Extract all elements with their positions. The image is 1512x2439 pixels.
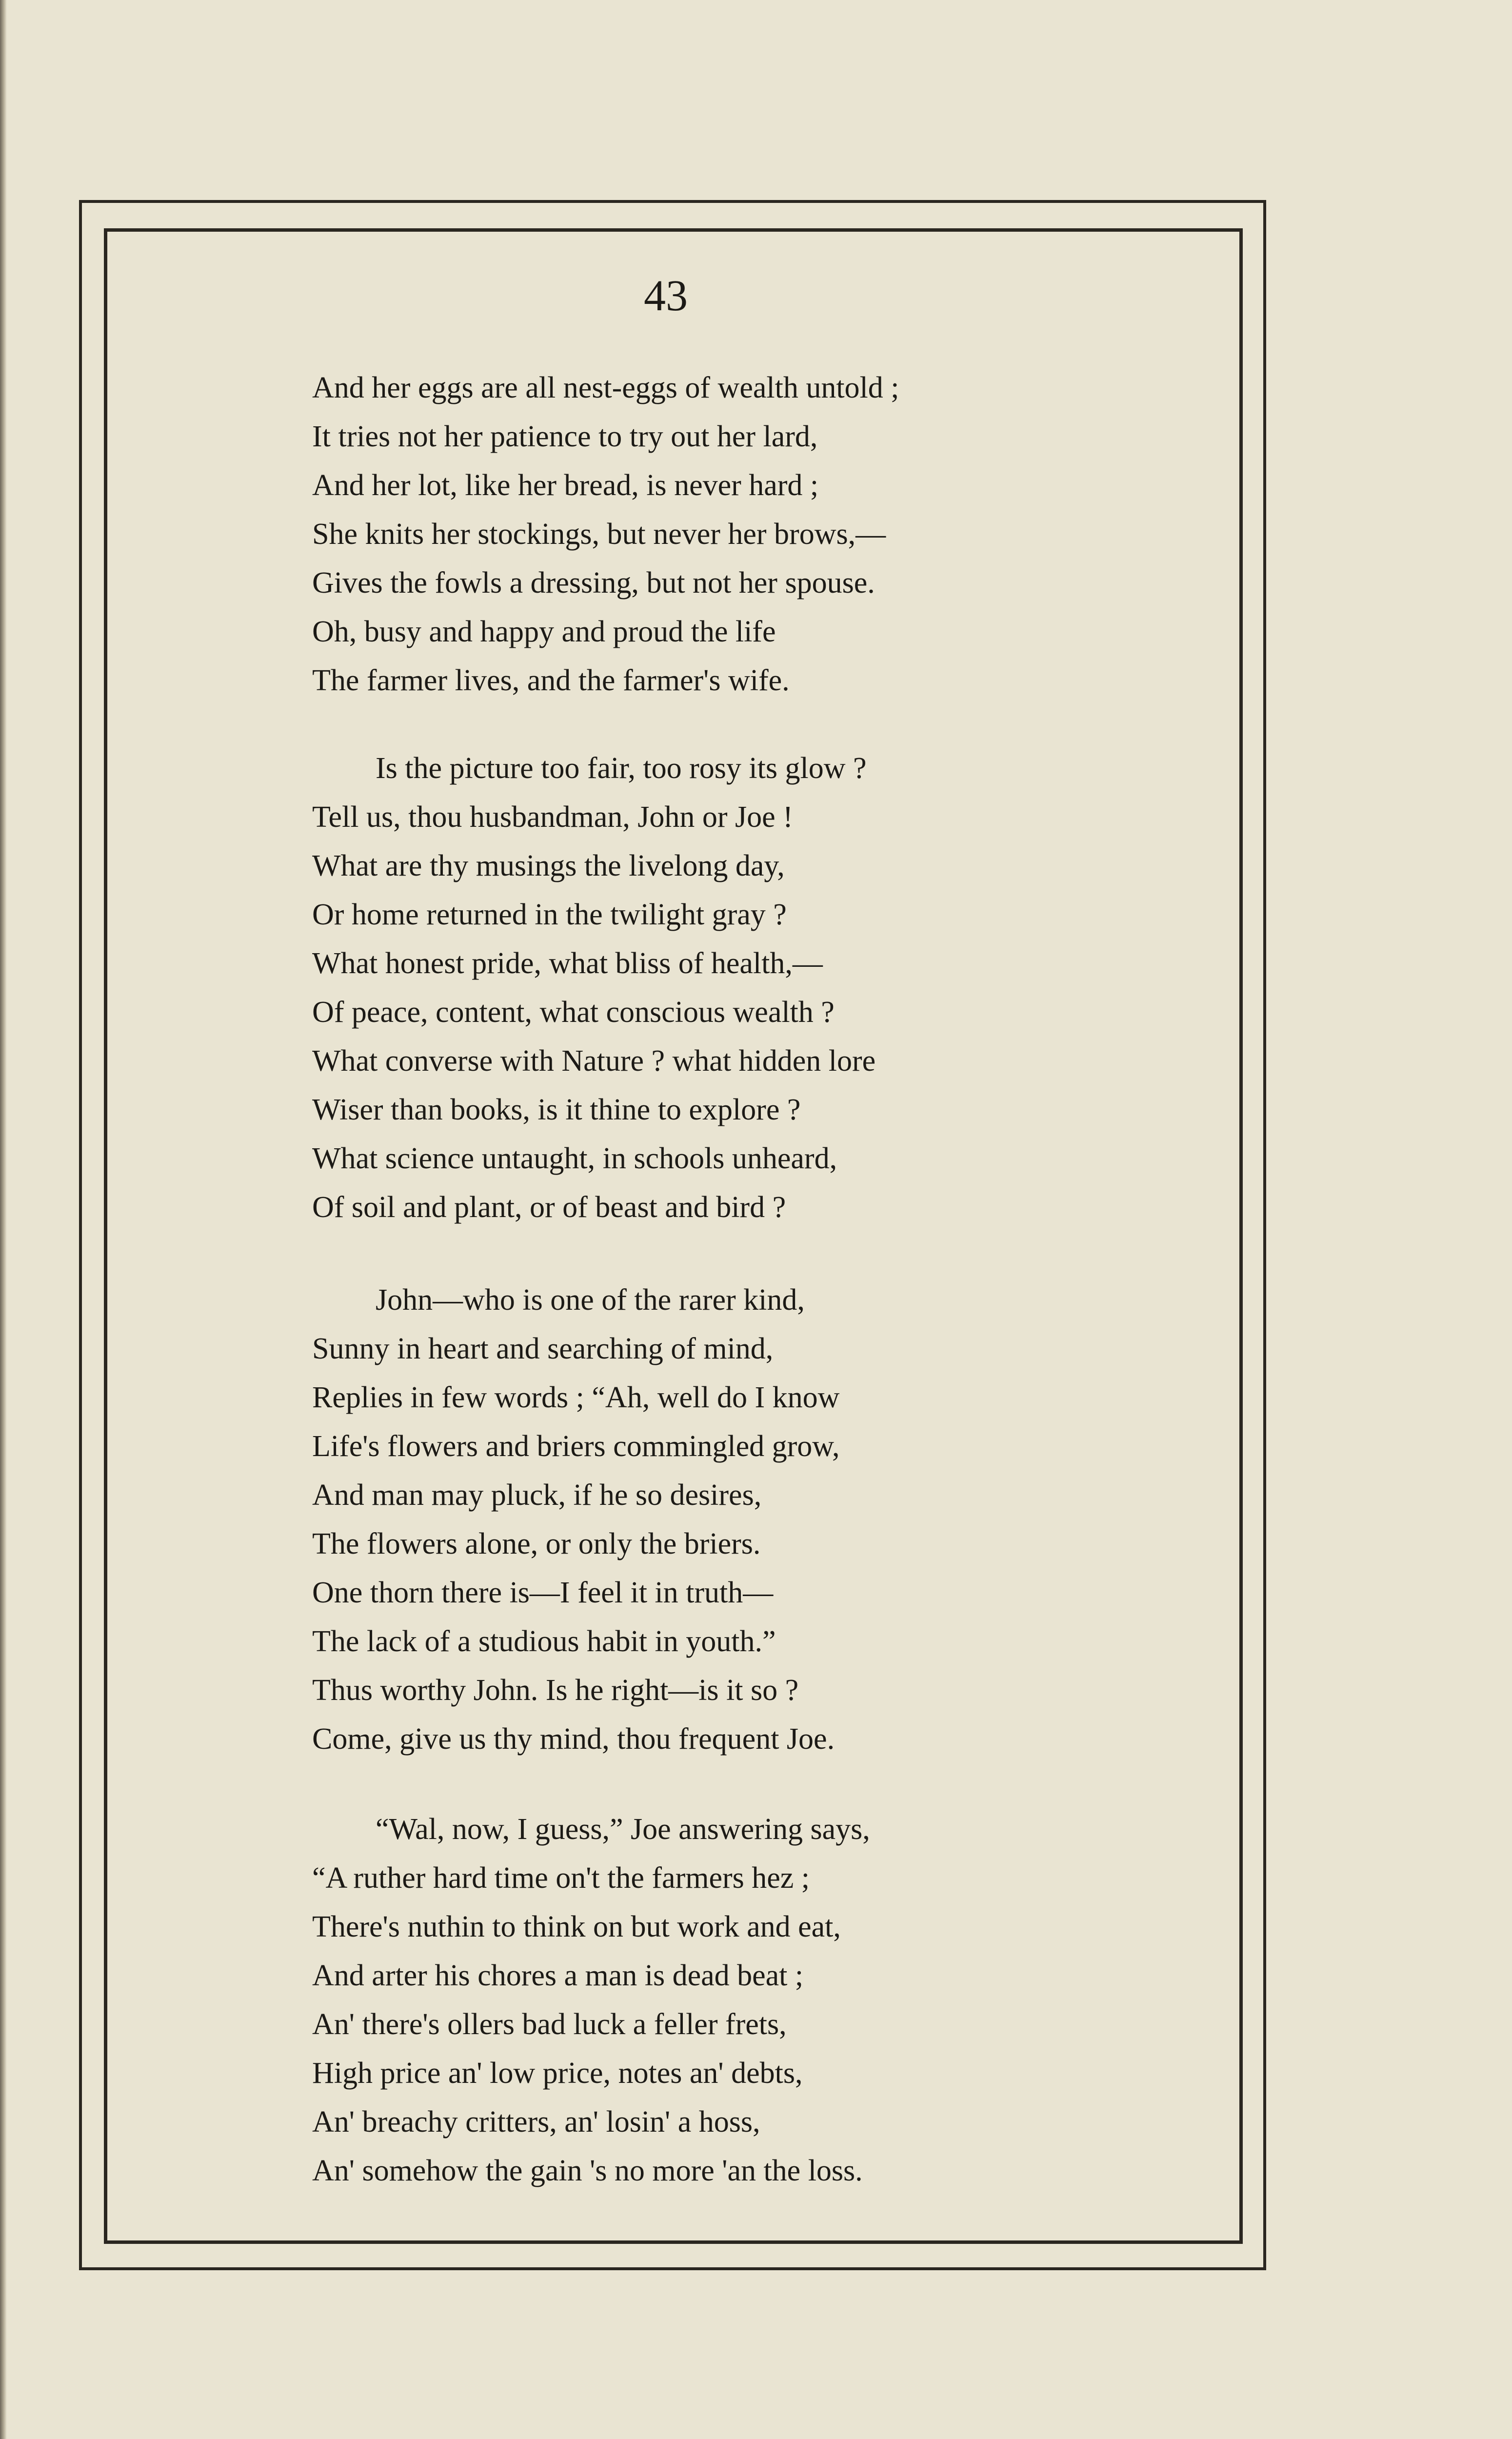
poem-line: Tell us, thou husbandman, John or Joe ! — [312, 800, 793, 834]
poem-line: “Wal, now, I guess,” Joe answering says, — [376, 1813, 870, 1846]
poem-line: Oh, busy and happy and proud the life — [312, 615, 776, 648]
poem-line: She knits her stockings, but never her brows,— — [312, 518, 886, 551]
poem-line: Is the picture too fair, too rosy its glow ? — [376, 752, 867, 785]
poem-line: Come, give us thy mind, thou frequent Joe. — [312, 1722, 835, 1756]
poem-line: What science untaught, in schools unheard, — [312, 1142, 837, 1175]
page-number: 43 — [644, 272, 688, 320]
poem-line: Life's flowers and briers commingled grow, — [312, 1430, 840, 1463]
poem-line: The flowers alone, or only the briers. — [312, 1527, 761, 1560]
poem-line: Wiser than books, is it thine to explore ? — [312, 1093, 801, 1126]
poem-line: John—who is one of the rarer kind, — [376, 1283, 805, 1317]
poem-line: Replies in few words ; “Ah, well do I know — [312, 1381, 840, 1414]
stanza-1 — [312, 363, 1073, 705]
poem-line: And her lot, like her bread, is never hard ; — [312, 469, 819, 502]
poem-line: And her eggs are all nest-eggs of wealth untold ; — [312, 371, 899, 404]
poem-line: “A ruther hard time on't the farmers hez ; — [312, 1861, 810, 1895]
poem-line: The lack of a studious habit in youth.” — [312, 1625, 776, 1658]
poem-line: It tries not her patience to try out her lard, — [312, 420, 818, 453]
poem-line: What converse with Nature ? what hidden lore — [312, 1044, 876, 1078]
poem-line: High price an' low price, notes an' debts, — [312, 2057, 803, 2090]
poem-line: Or home returned in the twilight gray ? — [312, 898, 787, 931]
poem-line: Of soil and plant, or of beast and bird ? — [312, 1191, 786, 1224]
poem-line: And arter his chores a man is dead beat ; — [312, 1959, 804, 1992]
poem-line: The farmer lives, and the farmer's wife. — [312, 664, 790, 697]
poem-line: An' somehow the gain 's no more 'an the loss. — [312, 2154, 863, 2187]
poem-line: There's nuthin to think on but work and eat, — [312, 1910, 841, 1943]
poem-line: Gives the fowls a dressing, but not her spouse. — [312, 566, 875, 600]
poem-line: An' there's ollers bad luck a feller frets, — [312, 2008, 787, 2041]
poem-line: Thus worthy John. Is he right—is it so ? — [312, 1674, 799, 1707]
poem-line: Of peace, content, what conscious wealth ? — [312, 996, 835, 1029]
poem-line: And man may pluck, if he so desires, — [312, 1479, 762, 1512]
stanza-4 — [312, 1805, 1073, 2195]
poem-line: An' breachy critters, an' losin' a hoss, — [312, 2105, 760, 2139]
poem-line: What honest pride, what bliss of health,— — [312, 947, 823, 980]
stanza-3 — [312, 1276, 1073, 1763]
poem-line: One thorn there is—I feel it in truth— — [312, 1576, 774, 1609]
poem-line: What are thy musings the livelong day, — [312, 849, 785, 882]
poem-line: Sunny in heart and searching of mind, — [312, 1332, 774, 1365]
stanza-2 — [312, 744, 1073, 1232]
